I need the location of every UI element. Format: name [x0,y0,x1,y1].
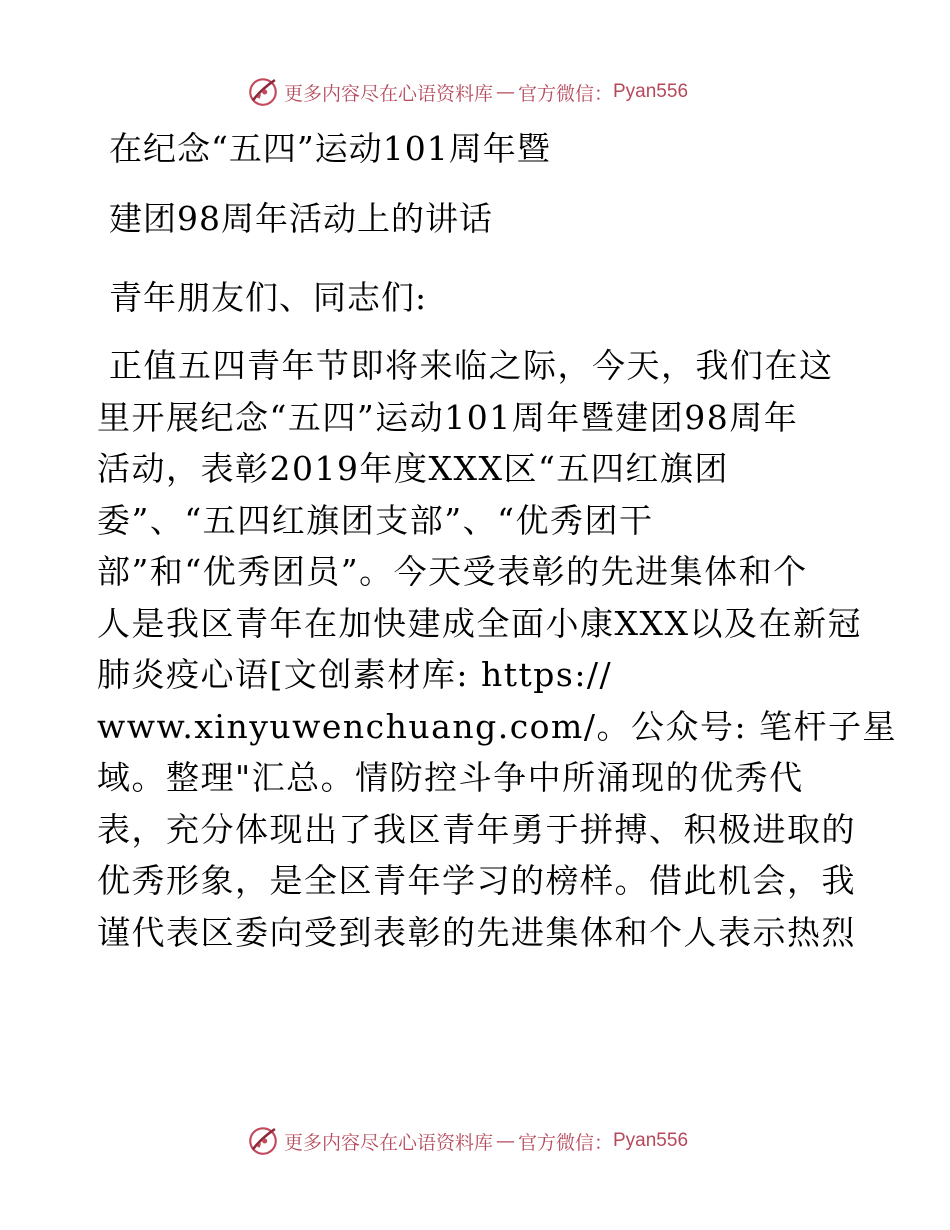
watermark-wechat-id: Pyan556 [613,1130,689,1151]
watermark-dash: — [495,1130,515,1152]
speech-paragraph [97,340,898,958]
watermark-wechat-id: Pyan556 [613,81,689,102]
pen-logo-icon [246,1124,280,1158]
salutation: 青年朋友们、同志们: [109,278,428,317]
paragraph-line: 委”、“五四红旗团支部”、“优秀团干 [97,500,654,540]
paragraph-line: 正值五四青年节即将来临之际，今天，我们在这 [109,346,834,385]
watermark-wechat-label: 官方微信： [517,82,613,105]
pen-logo-icon [246,75,280,109]
watermark-site-text: 更多内容尽在心语资料库 [283,1131,493,1154]
paragraph-line: 域。整理"汇总。情防控斗争中所涌现的优秀代 [97,758,804,797]
paragraph-line: www.xinyuwenchuang.com/。公众号: 笔杆子星 [97,706,898,746]
paragraph-line: 肺炎疫心语[文创素材库: https:// [97,655,613,694]
paragraph-line: 谨代表区委向受到表彰的先进集体和个人表示热烈 [97,912,856,952]
paragraph-line: 表，充分体现出了我区青年勇于拼搏、积极进取的 [97,809,856,849]
paragraph-line: 部”和“优秀团员”。今天受表彰的先进集体和个 [97,552,808,591]
watermark-site-text: 更多内容尽在心语资料库 [283,82,493,105]
watermark-wechat-label: 官方微信： [517,1131,613,1154]
paragraph-line: 活动，表彰2019年度XXX区“五四红旗团 [97,449,729,488]
footer-watermark [0,1121,950,1161]
header-watermark [0,72,950,112]
paragraph-line: 人是我区青年在加快建成全面小康XXX以及在新冠 [97,603,862,643]
paragraph-line: 里开展纪念“五四”运动101周年暨建团98周年 [97,397,799,437]
watermark-dash: — [495,81,515,103]
title-line-1: 在纪念“五四”运动101周年暨 [109,129,551,168]
title-line-2: 建团98周年活动上的讲话 [109,199,493,238]
paragraph-line: 优秀形象，是全区青年学习的榜样。借此机会，我 [97,861,856,900]
